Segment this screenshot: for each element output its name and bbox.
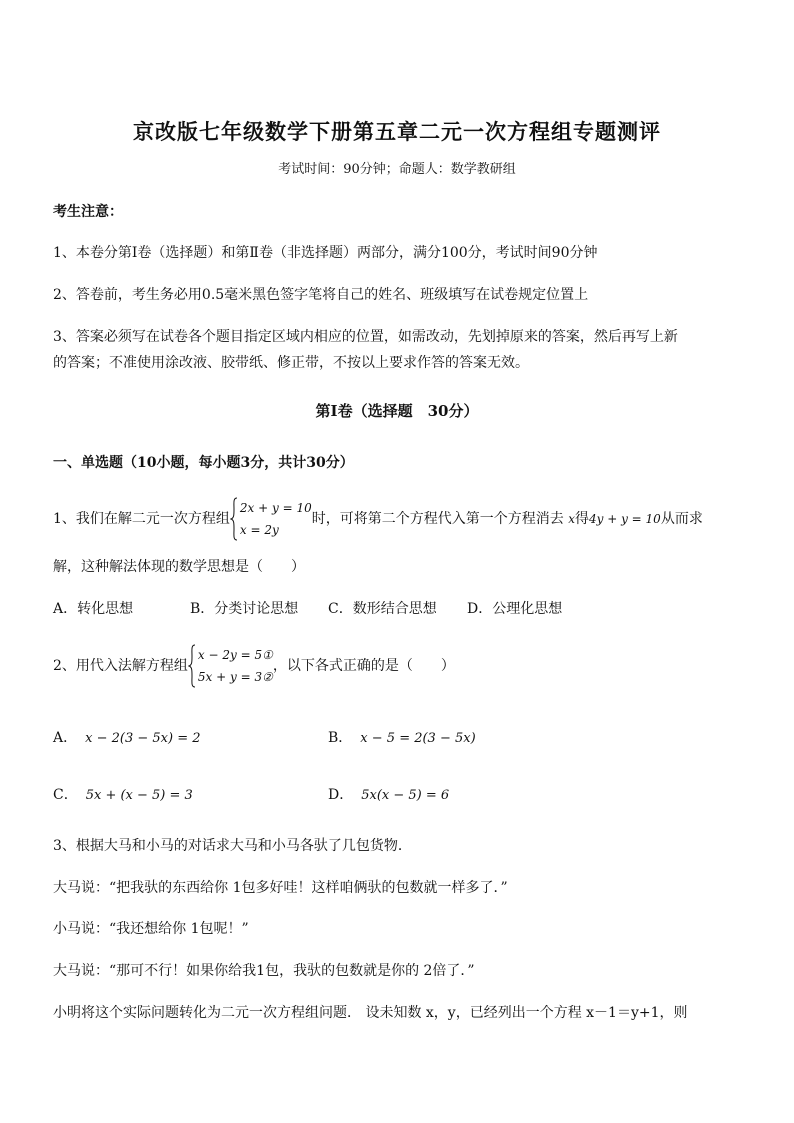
q1-option-a: A．转化思想: [53, 601, 134, 617]
q2-option-b-expr: x − 5 = 2(3 − 5x): [360, 731, 476, 746]
q2-option-a-expr: x − 2(3 − 5x) = 2: [85, 731, 201, 746]
q2-option-b-label: B．: [328, 730, 353, 746]
q1-option-b: B．分类讨论思想: [190, 601, 299, 617]
q1-get: 得: [574, 511, 589, 527]
q2-option-c-label: C．: [53, 787, 78, 803]
q1-middle: 时，可将第二个方程代入第一个方程消去: [311, 511, 564, 527]
notice-item-2: 2、答卷前，考生务必用0.5毫米黑色签字笔将自己的姓名、班级填写在试卷规定位置上: [53, 287, 589, 303]
exam-subtitle: 考试时间：90分钟；命题人：数学教研组: [278, 162, 516, 177]
q1-result: 4y + y = 10: [588, 512, 661, 526]
page-title: 京改版七年级数学下册第五章二元一次方程组专题测评: [133, 119, 661, 144]
q2-eq1: x − 2y = 5①: [197, 648, 273, 662]
q3-line-4: 大马说：“那可不行！如果你给我1包，我驮的包数就是你的 2倍了．”: [53, 963, 475, 979]
q2-equation-system: [188, 644, 273, 688]
question-1: [53, 497, 743, 541]
q1-prefix: 1、我们在解二元一次方程组: [53, 511, 230, 527]
q2-option-b: [328, 727, 476, 747]
q1-equation-system: [230, 497, 312, 541]
notice-item-3-cont: 的答案；不准使用涂改液、胶带纸、修正带，不按以上要求作答的答案无效。: [53, 355, 529, 371]
q2-eq2: 5x + y = 3②: [197, 670, 273, 684]
q3-line-5: 小明将这个实际问题转化为二元一次方程组问题． 设未知数 x，y，已经列出一个方程 x－1＝y+1，则: [53, 1005, 688, 1021]
q3-line-1: 3、根据大马和小马的对话求大马和小马各驮了几包货物．: [53, 838, 412, 854]
q1-suffix: 从而求: [660, 511, 703, 527]
q2-option-d: [328, 784, 449, 804]
q1-eq2: x = 2y: [239, 523, 279, 537]
q2-option-d-expr: 5x(x − 5) = 6: [361, 788, 450, 803]
brace-icon: [230, 497, 238, 541]
notice-item-1: 1、本卷分第Ⅰ卷（选择题）和第Ⅱ卷（非选择题）两部分，满分100分，考试时间90分钟: [53, 245, 598, 261]
notice-heading: 考生注意：: [53, 204, 123, 220]
part-title: 一、单选题（10小题，每小题3分，共计30分）: [53, 455, 354, 471]
q2-option-c-expr: 5x + (x − 5) = 3: [85, 788, 193, 803]
q2-prefix: 2、用代入法解方程组: [53, 658, 188, 674]
section-title: 第Ⅰ卷（选择题 30分）: [315, 402, 479, 420]
q2-option-c: [53, 784, 193, 804]
notice-item-3: 3、答案必须写在试卷各个题目指定区域内相应的位置，如需改动，先划掉原来的答案，然后再写上新: [53, 329, 678, 345]
q2-option-d-label: D．: [328, 787, 354, 803]
q3-line-3: 小马说：“我还想给你 1包呢！”: [53, 921, 249, 937]
q1-eq1: 2x + y = 10: [239, 501, 312, 515]
q1-option-d: D．公理化思想: [467, 601, 563, 617]
question-2: [53, 644, 743, 688]
q1-option-c: C．数形结合思想: [328, 601, 437, 617]
brace-icon: [188, 644, 196, 688]
q2-suffix: ，以下各式正确的是（ ）: [272, 658, 455, 674]
q2-option-a: [53, 727, 201, 747]
q3-line-2: 大马说：“把我驮的东西给你 1包多好哇！这样咱俩驮的包数就一样多了．”: [53, 880, 508, 896]
q1-var: x: [568, 512, 575, 526]
q2-option-a-label: A．: [53, 730, 78, 746]
q1-line2: 解，这种解法体现的数学思想是（ ）: [53, 559, 305, 575]
